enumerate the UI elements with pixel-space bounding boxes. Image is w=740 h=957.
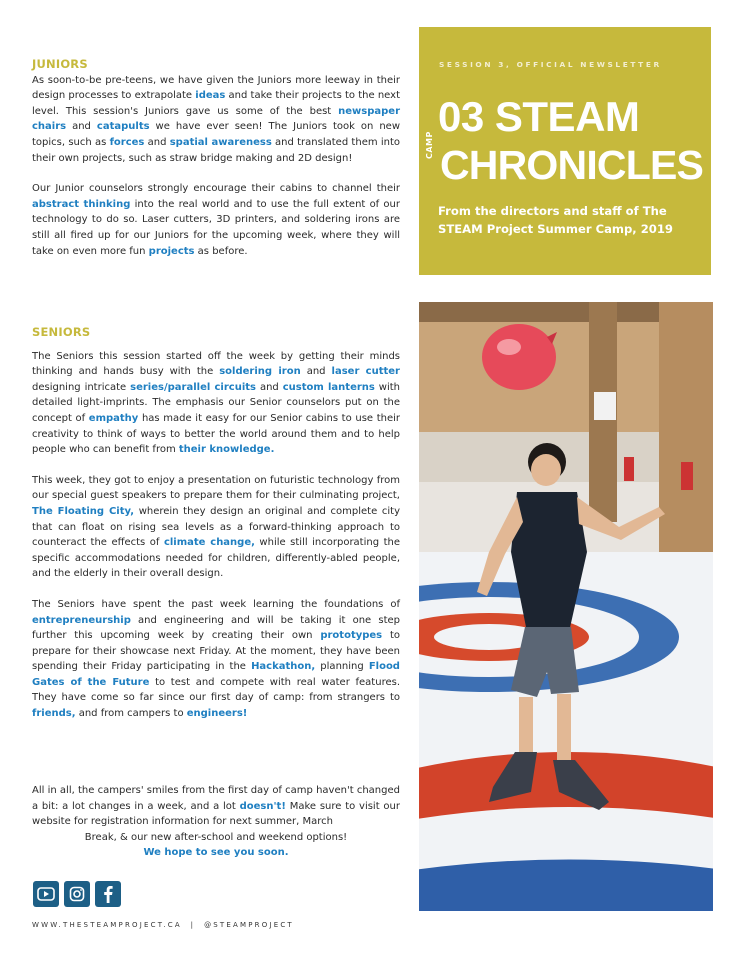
highlighted-term: The Floating City, bbox=[32, 505, 135, 517]
closing-section bbox=[32, 783, 400, 861]
seniors-section bbox=[32, 325, 400, 722]
text-run: All in all, the campers' smiles from the first day of camp haven't changed a bit: a lot changes in a week, and a lot bbox=[32, 785, 400, 812]
highlighted-term: Hackathon, bbox=[251, 661, 316, 673]
footer-links: WWW.THESTEAMPROJECT.CA | @STEAMPROJECT bbox=[32, 921, 294, 929]
text-run: planning bbox=[315, 661, 369, 673]
highlighted-term: spatial awareness bbox=[169, 136, 272, 148]
banner-subtitle: From the directors and staff of The STEAM Project Summer Camp, 2019 bbox=[438, 204, 673, 236]
camper-photo bbox=[419, 302, 713, 911]
highlighted-term: projects bbox=[148, 245, 195, 257]
banner-title-line-1: 03 STEAM bbox=[438, 93, 640, 140]
text-run: The Seniors this session started off the week by getting their minds thinking and hands busy with the bbox=[32, 350, 400, 378]
text-run: and engineering and will be taking it one step further this upcoming week by creating their own bbox=[32, 614, 400, 642]
highlighted-term: custom lanterns bbox=[282, 381, 375, 393]
text-run: and bbox=[256, 381, 283, 393]
text-run: to prepare for their showcase next Friday. At the moment, they have been spending their Friday participating in the bbox=[32, 630, 400, 673]
newsletter-banner bbox=[419, 27, 711, 275]
banner-title-line-2: CHRONICLES bbox=[440, 142, 704, 188]
social-links bbox=[33, 881, 121, 907]
highlighted-term: forces bbox=[109, 136, 145, 148]
highlighted-term: doesn't! bbox=[239, 800, 286, 812]
text-run: and take their projects to the next level. This session's Juniors gave us some of the best bbox=[32, 90, 400, 117]
text-run: with detailed light-imprints. The emphasis our Senior counselors put on the concept of bbox=[32, 381, 401, 424]
highlighted-term: climate change, bbox=[163, 537, 255, 549]
youtube-icon[interactable] bbox=[33, 881, 59, 907]
text-run: and translated them into their own projects, such as straw bridge making and 2D design! bbox=[32, 136, 400, 164]
closing-line-3: We hope to see you soon. bbox=[143, 847, 289, 859]
highlighted-term: laser cutter bbox=[331, 366, 400, 378]
facebook-icon[interactable] bbox=[95, 881, 121, 907]
seniors-paragraph-3 bbox=[32, 597, 400, 722]
banner-camp-label: CAMP bbox=[425, 131, 434, 159]
highlighted-term: soldering iron bbox=[219, 366, 301, 378]
text-run: This week, they got to enjoy a presentation on futuristic technology from our special guest speakers to prepare them for their culminating project, bbox=[32, 474, 400, 502]
highlighted-term: series/parallel circuits bbox=[130, 381, 257, 393]
text-run: has made it easy for our Senior cabins to use their creativity to think of ways to better the world around them and to help people who can benefit from bbox=[32, 412, 400, 456]
highlighted-term: abstract thinking bbox=[32, 198, 131, 210]
juniors-paragraph-2 bbox=[32, 181, 400, 259]
text-run: as before. bbox=[194, 245, 248, 257]
juniors-section bbox=[32, 57, 400, 259]
juniors-heading: JUNIORS bbox=[32, 57, 88, 71]
highlighted-term: their knowledge. bbox=[178, 444, 275, 456]
highlighted-term: engineers! bbox=[186, 708, 248, 720]
text-run: we have ever seen! The Juniors took on new topics, such as bbox=[32, 121, 401, 148]
text-run: Make sure to visit our website for registration information for next summer, March bbox=[32, 800, 400, 828]
closing-line-2: Break, & our new after-school and weekend options! bbox=[84, 831, 348, 843]
highlighted-term: empathy bbox=[88, 412, 139, 424]
seniors-heading: SENIORS bbox=[32, 325, 91, 339]
highlighted-term: prototypes bbox=[320, 630, 383, 642]
highlighted-term: entrepreneurship bbox=[32, 614, 131, 626]
banner-kicker: SESSION 3, OFFICIAL NEWSLETTER bbox=[439, 60, 662, 69]
text-run: while still incorporating the specific accommodations needed for children, differently-abled people, and the elderly in their overall design. bbox=[32, 537, 400, 580]
closing-paragraph bbox=[32, 783, 400, 830]
juniors-paragraph-1 bbox=[32, 73, 400, 167]
highlighted-term: newspaper chairs bbox=[32, 105, 400, 133]
text-run: and bbox=[66, 121, 97, 133]
highlighted-term: Flood Gates of the Future bbox=[32, 661, 400, 688]
instagram-icon[interactable] bbox=[64, 881, 90, 907]
text-run: wherein they design an original and complete city that can float on rising sea levels as a forward-thinking approach to counteract the effects of bbox=[32, 505, 400, 549]
text-run: and from campers to bbox=[75, 708, 187, 720]
text-run: into the real world and to use the full extent of our technology to do so. Laser cutters, 3D printers, and soldering irons are still all fired up for our Juniors for the upcoming week, where they will take on even more fun bbox=[32, 198, 401, 257]
text-run: to test and compete with real water features. They have come so far since our first day of camp: from strangers to bbox=[32, 676, 400, 704]
text-run: As soon-to-be pre-teens, we have given the Juniors more leeway in their design processes to extrapolate bbox=[32, 74, 400, 102]
highlighted-term: ideas bbox=[195, 90, 226, 102]
text-run: The Seniors have spent the past week learning the foundations of bbox=[32, 598, 400, 610]
seniors-paragraph-1 bbox=[32, 349, 400, 458]
highlighted-term: friends, bbox=[32, 708, 76, 720]
text-run: designing intricate bbox=[32, 381, 131, 393]
text-run: and bbox=[300, 366, 332, 378]
seniors-paragraph-2 bbox=[32, 473, 400, 582]
text-run: and bbox=[144, 136, 170, 148]
highlighted-term: catapults bbox=[96, 121, 150, 133]
text-run: Our Junior counselors strongly encourage their cabins to channel their bbox=[32, 183, 400, 195]
